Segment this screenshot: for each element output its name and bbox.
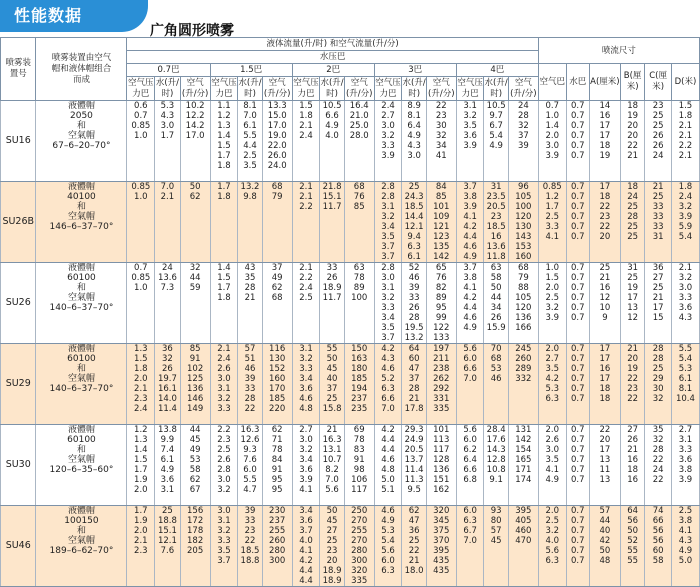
value-cell: 2.8 2.8 3.1 3.2 3.4 3.5 3.7 3.7 [374, 182, 402, 263]
value-cell: 35 32 28 22 24 22 [645, 425, 672, 506]
value-cell: 1.2 1.3 1.4 1.5 1.7 1.9 2.0 [127, 425, 155, 506]
size-col-header-0: 空气巴 [538, 64, 566, 101]
spray-size-header: 喷流尺寸 [538, 38, 699, 64]
value-cell: 2.0 2.5 3.2 4.0 5.6 6.3 [538, 506, 566, 587]
value-cell: 2.7 3.1 3.3 3.6 3.8 3.9 [671, 425, 699, 506]
value-cell: 2.4 2.7 3.0 3.2 3.3 3.9 [374, 101, 402, 182]
value-cell: 36 27 25 21 17 15 [645, 263, 672, 344]
size-col-header-3: B(厘米) [620, 64, 644, 101]
value-cell: 3.4 3.6 3.7 4.0 4.1 4.2 4.4 4.4 [292, 506, 320, 587]
value-cell: 0.7 0.7 0.7 0.7 0.7 0.7 [566, 344, 589, 425]
value-cell: 55 50 45 40 37 25 15.8 [320, 344, 344, 425]
value-cell: 21.8 15.1 11.7 [320, 182, 344, 263]
value-cell: 395 405 460 470 [508, 506, 538, 587]
value-cell: 7.0 2.1 [155, 182, 181, 263]
value-cell: 18 19 20 20 22 21 [620, 101, 644, 182]
water-pressure-header: 水压巴 [127, 51, 538, 64]
value-cell: 5.6 6.0 6.6 7.0 [456, 344, 484, 425]
value-cell: 39 33 23 22 18.5 18.8 [238, 506, 262, 587]
value-cell: 69 78 83 91 98 106 117 [344, 425, 374, 506]
value-cell: 8.9 8.1 6.4 4.9 4.3 3.0 [402, 101, 426, 182]
sub-header-water: 水(升/时) [155, 77, 179, 99]
value-cell: 4.6 4.9 5.3 5.4 5.6 6.0 6.3 [374, 506, 402, 587]
combination-cell: 液體帽 60100 和 空氣帽 140–6–37–70° [36, 344, 127, 425]
value-cell: 3.7 3.8 3.9 4.1 4.2 4.4 4.6 4.9 [456, 182, 484, 263]
combination-header: 喷雾装置由空气帽和液体帽组合而成 [36, 38, 127, 101]
value-cell: 4.2 4.3 4.6 5.2 6.3 6.6 7.0 [374, 344, 402, 425]
value-cell: 85 91 102 125 136 146 149 [180, 344, 210, 425]
sub-header-air-pressure: 空气压力巴 [457, 77, 483, 99]
value-cell: 230 237 255 260 280 300 [262, 506, 292, 587]
value-cell: 0.7 0.7 0.7 0.7 0.7 0.7 [566, 182, 589, 263]
value-cell: 0.7 0.7 0.7 0.7 0.7 0.7 [566, 506, 589, 587]
value-cell: 65 76 82 89 95 99 122 133 [426, 263, 456, 344]
value-cell: 68 79 88 105 120 136 166 [508, 263, 538, 344]
value-cell: 2.8 3.0 3.1 3.2 3.3 3.4 3.5 3.7 [374, 263, 402, 344]
sub-header-air-pressure: 空气压力巴 [128, 77, 154, 99]
value-cell: 23 25 25 26 26 24 [645, 101, 672, 182]
value-cell: 28.4 17.6 14.3 12.8 10.8 9.1 [484, 425, 508, 506]
value-cell: 10.2 12.2 14.2 17.0 [180, 101, 210, 182]
sub-header-water: 水(升/时) [484, 77, 508, 99]
value-cell: 68 79 [262, 182, 292, 263]
sub-header-air: 空气(升/分) [263, 77, 291, 99]
pressure-header-2: 2巴 [292, 64, 374, 77]
value-cell: 32 44 59 [180, 263, 210, 344]
model-header: 喷雾装置号 [1, 38, 36, 101]
value-cell: 1.7 1.9 2.0 2.1 2.3 [127, 506, 155, 587]
value-cell: 93 80 57 45 [484, 506, 508, 587]
value-cell: 8.1 7.0 6.1 5.5 4.4 2.5 3.5 [238, 101, 262, 182]
value-cell: 63 78 89 100 [344, 263, 374, 344]
value-cell: 68 76 85 [344, 182, 374, 263]
value-cell: 17 17 16 17 18 18 [589, 344, 620, 425]
value-cell: 250 270 255 270 280 300 320 335 [344, 506, 374, 587]
value-cell: 3.1 3.2 3.5 3.6 3.9 [456, 101, 484, 182]
table-header [1, 38, 700, 101]
sub-header-water: 水(升/时) [402, 77, 426, 99]
value-cell: 3.1 3.2 3.3 3.4 3.6 4.6 4.8 [292, 344, 320, 425]
value-cell: 28 28 25 29 30 32 [645, 344, 672, 425]
performance-table [0, 37, 700, 587]
value-cell: 1.5 1.8 2.1 2.4 [292, 101, 320, 182]
value-cell: 320 345 375 370 395 435 435 [426, 506, 456, 587]
value-cell: 29.3 24.9 20.5 13.7 11.4 11.3 9.5 [402, 425, 426, 506]
value-cell: 22 23 30 32 34 41 [426, 101, 456, 182]
combination-cell: 液體帽 100150 和 空氣帽 189–6–62–70° [36, 506, 127, 587]
flow-title-header: 液体流量(升/时) 和空气流量(升/分) [127, 38, 538, 51]
value-cell: 245 260 289 332 [508, 344, 538, 425]
sub-header-air: 空气(升/分) [428, 77, 455, 99]
sub-header-air-pressure: 空气压力巴 [211, 77, 237, 99]
sub-header-air: 空气(升/分) [345, 77, 373, 99]
value-cell: 14 16 17 17 18 19 [589, 101, 620, 182]
size-col-header-2: A(厘米) [589, 64, 620, 101]
value-cell: 64 56 50 52 55 55 [620, 506, 644, 587]
sub-header-air-pressure: 空气压力巴 [375, 77, 401, 99]
table-group-row [1, 506, 700, 587]
value-cell: 25 21 16 12 10 9 [589, 263, 620, 344]
value-cell: 0.85 1.0 [127, 182, 155, 263]
value-cell: 21 16.3 13.1 10.7 8.2 7.0 5.6 [320, 425, 344, 506]
value-cell: 2.7 3.0 3.2 3.4 3.6 3.9 4.1 [292, 425, 320, 506]
value-cell: 13.8 9.9 7.4 6.1 4.9 3.6 3.1 [155, 425, 181, 506]
value-cell: 21 25 33 33 33 31 [645, 182, 672, 263]
combination-cell: 液體帽 40100 和 空氣帽 146–6–37–70° [36, 182, 127, 263]
value-cell: 96 105 100 120 130 143 153 160 [508, 182, 538, 263]
model-cell: SU46 [1, 506, 36, 587]
value-cell: 5.6 6.0 6.2 6.4 6.6 6.8 [456, 425, 484, 506]
value-cell: 24 13.6 7.3 [155, 263, 181, 344]
sub-header-water: 水(升/时) [320, 77, 344, 99]
value-cell: 62 47 36 25 22 21 18.0 [402, 506, 426, 587]
value-cell: 84 85 101 109 121 123 135 142 [426, 182, 456, 263]
value-cell: 2.1 3.2 3.0 3.3 3.6 4.3 [671, 263, 699, 344]
value-cell: 2.1 2.2 2.4 2.5 [292, 263, 320, 344]
value-cell: 50 45 27 25 23 20 18.9 18.9 [320, 506, 344, 587]
value-cell: 52 46 39 33 26 28 19.5 13.2 [402, 263, 426, 344]
combination-cell: 液體帽 2050 和 空氣帽 67–6–20–70° [36, 101, 127, 182]
sub-header-air: 空气(升/分) [181, 77, 209, 99]
table-title: 广角圆形喷雾 [150, 23, 234, 39]
value-cell: 197 211 238 262 292 331 335 [426, 344, 456, 425]
banner-title: 性能数据 [14, 6, 83, 25]
value-cell: 2.5 3.8 4.1 4.3 4.9 5.0 [671, 506, 699, 587]
value-cell: 16.4 21.0 25.0 28.0 [344, 101, 374, 182]
value-cell: 25 18.8 15.1 12.1 7.6 [155, 506, 181, 587]
value-cell: 44 45 49 53 58 62 67 [180, 425, 210, 506]
value-cell: 2.1 2.1 2.2 [292, 182, 320, 263]
table-group-row [1, 101, 700, 182]
value-cell: 2.1 2.4 2.6 3.0 3.1 3.2 3.3 [210, 344, 238, 425]
value-cell: 70 68 53 46 [484, 344, 508, 425]
value-cell: 50 62 [180, 182, 210, 263]
combination-cell: 液體帽 60100 和 空氣帽 140–6–37–70° [36, 263, 127, 344]
value-cell: 1.8 2.4 3.2 3.9 5.9 5.4 [671, 182, 699, 263]
table-group-row [1, 425, 700, 506]
value-cell: 101 113 117 128 136 151 162 [426, 425, 456, 506]
value-cell: 22 20 17 13 11 13 [589, 425, 620, 506]
value-cell: 31 25 19 17 13 12 [620, 263, 644, 344]
value-cell: 0.85 1.2 1.7 2.5 3.3 4.1 [538, 182, 566, 263]
value-cell: 156 172 178 182 205 [180, 506, 210, 587]
value-cell: 24 28 32 37 39 [508, 101, 538, 182]
section-banner [0, 0, 148, 32]
sub-header-air: 空气(升/分) [510, 77, 537, 99]
value-cell: 2.0 2.6 3.0 3.5 4.1 4.9 [538, 425, 566, 506]
value-cell: 2.0 2.7 3.5 4.2 5.3 6.3 [538, 344, 566, 425]
pressure-header-4: 4巴 [456, 64, 538, 77]
value-cell: 17 18 22 23 22 20 [589, 182, 620, 263]
value-cell: 62 71 78 84 91 95 95 [262, 425, 292, 506]
value-cell: 131 142 154 165 171 174 [508, 425, 538, 506]
value-cell: 64 60 47 37 28 21 17.8 [402, 344, 426, 425]
value-cell: 5.3 4.3 3.0 1.7 [155, 101, 181, 182]
value-cell: 25 24.3 18.5 14.4 12.1 9.4 6.3 6.1 [402, 182, 426, 263]
value-cell: 74 66 56 56 60 58 [645, 506, 672, 587]
value-cell: 3.7 3.8 4.1 4.2 4.4 4.6 4.9 [456, 263, 484, 344]
value-cell: 4.2 4.4 4.4 4.6 4.8 5.0 5.1 [374, 425, 402, 506]
value-cell: 0.7 0.7 0.7 0.7 0.7 0.7 [566, 425, 589, 506]
value-cell: 6.0 6.3 6.7 7.0 [456, 506, 484, 587]
value-cell: 33 26 18.9 11.7 [320, 263, 344, 344]
value-cell: 2.2 2.3 2.5 2.6 2.8 3.0 3.2 [210, 425, 238, 506]
value-cell: 10.5 6.6 4.9 4.0 [320, 101, 344, 182]
model-cell: SU26B [1, 182, 36, 263]
table-group-row [1, 263, 700, 344]
model-cell: SU26 [1, 263, 36, 344]
pressure-header-0: 0.7巴 [127, 64, 210, 77]
model-cell: SU29 [1, 344, 36, 425]
value-cell: 18 24 25 28 25 25 [620, 182, 644, 263]
size-col-header-4: C(厘米) [645, 64, 672, 101]
table-body [1, 101, 700, 587]
value-cell: 0.7 1.0 1.4 2.0 3.0 3.9 [538, 101, 566, 182]
pressure-header-3: 3巴 [374, 64, 456, 77]
combination-cell: 液體帽 60100 和 空氣帽 120–6–35–60° [36, 425, 127, 506]
value-cell: 1.3 1.5 1.8 2.0 2.1 2.3 2.4 [127, 344, 155, 425]
value-cell: 0.6 0.7 0.85 1.0 [127, 101, 155, 182]
value-cell: 63 58 50 44 34 26 15.9 [484, 263, 508, 344]
value-cell: 5.5 5.4 5.3 6.1 8.1 10.4 [671, 344, 699, 425]
value-cell: 0.7 0.7 0.7 0.7 0.7 0.7 [566, 101, 589, 182]
size-col-header-1: 水巴 [566, 64, 589, 101]
value-cell: 31 23.5 20.5 23 18.5 16 13.6 11.8 [484, 182, 508, 263]
value-cell: 57 51 46 39 33 28 22 [238, 344, 262, 425]
model-cell: SU30 [1, 425, 36, 506]
sub-header-air-pressure: 空气压力巴 [293, 77, 319, 99]
value-cell: 21 20 19 22 23 22 [620, 344, 644, 425]
value-cell: 10.5 9.7 6.7 5.4 4.9 [484, 101, 508, 182]
pressure-header-1: 1.5巴 [210, 64, 292, 77]
value-cell: 0.7 0.85 1.0 [127, 263, 155, 344]
value-cell: 57 44 40 42 50 48 [589, 506, 620, 587]
value-cell: 1.7 1.8 [210, 182, 238, 263]
sub-header-water: 水(升/时) [238, 77, 262, 99]
value-cell: 13.3 15.0 17.0 19.0 22.0 26.0 24.0 [262, 101, 292, 182]
table-group-row [1, 344, 700, 425]
value-cell: 3.0 3.1 3.2 3.3 3.5 3.7 [210, 506, 238, 587]
value-cell: 16.3 12.6 9.3 7.6 6.0 5.5 4.7 [238, 425, 262, 506]
model-cell: SU16 [1, 101, 36, 182]
value-cell: 0.7 0.7 0.7 0.7 0.7 0.7 [566, 263, 589, 344]
value-cell: 37 49 62 68 [262, 263, 292, 344]
value-cell: 13.2 9.8 [238, 182, 262, 263]
value-cell: 1.5 1.8 2.1 2.1 2.2 2.1 [671, 101, 699, 182]
value-cell: 27 26 21 16 18 16 [620, 425, 644, 506]
value-cell: 150 163 180 185 194 237 235 [344, 344, 374, 425]
value-cell: 1.0 1.5 2.0 2.5 3.2 3.9 [538, 263, 566, 344]
table-group-row [1, 182, 700, 263]
value-cell: 1.4 1.5 1.7 1.8 [210, 263, 238, 344]
size-col-header-5: D(米) [671, 64, 699, 101]
value-cell: 116 130 152 160 170 185 220 [262, 344, 292, 425]
value-cell: 1.1 1.2 1.3 1.4 1.5 1.7 1.8 [210, 101, 238, 182]
value-cell: 36 32 26 19.7 16.1 14.0 11.4 [155, 344, 181, 425]
value-cell: 43 35 28 21 [238, 263, 262, 344]
